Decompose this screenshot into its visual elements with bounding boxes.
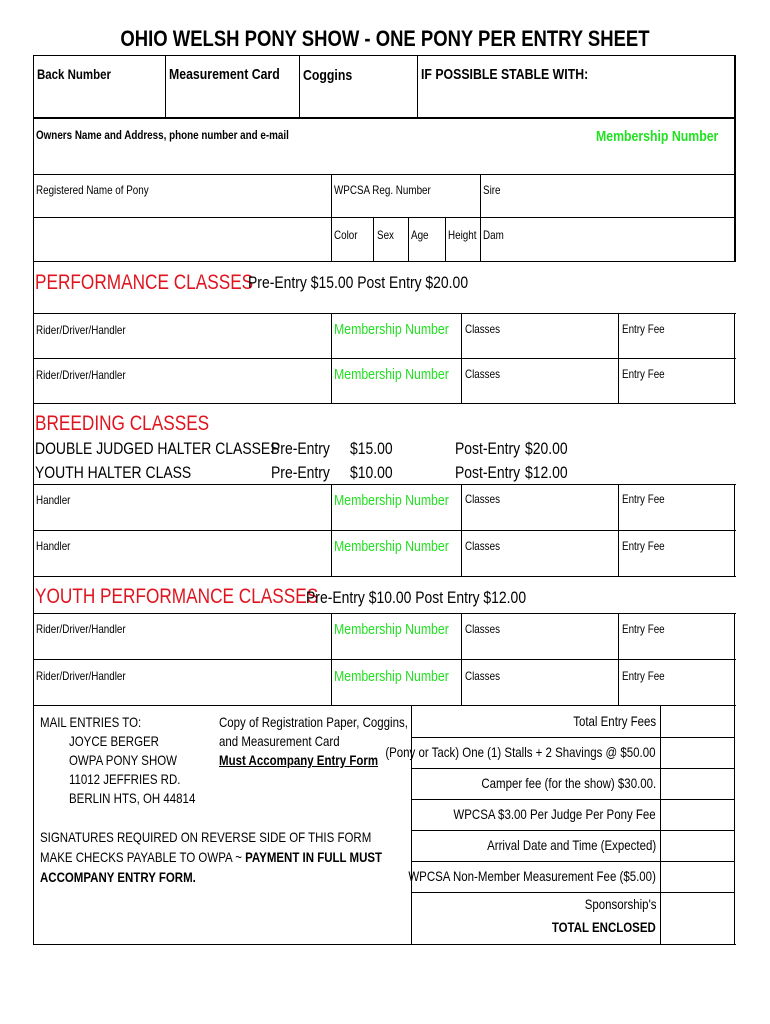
breeding-pre-label: Pre-Entry <box>271 463 330 482</box>
mail-address-block <box>40 713 223 808</box>
divider <box>33 659 736 660</box>
divider <box>33 530 736 531</box>
coggins-field[interactable]: Coggins <box>303 67 353 84</box>
divider <box>33 261 736 262</box>
divider <box>417 55 418 118</box>
breeding-line-2: YOUTH HALTER CLASS <box>35 463 192 482</box>
divider <box>618 313 619 403</box>
divider <box>660 705 661 944</box>
owner-field[interactable]: Owners Name and Address, phone number and e-mail <box>36 128 289 142</box>
divider <box>734 313 735 403</box>
divider <box>411 892 735 893</box>
breeding-pre-label: Pre-Entry <box>271 439 330 458</box>
divider <box>331 313 332 403</box>
divider <box>411 768 735 769</box>
divider <box>445 217 446 262</box>
breeding-membership-field[interactable]: Membership Number <box>334 492 449 509</box>
mail-org: OWPA PONY SHOW <box>69 752 178 768</box>
owner-membership-field[interactable]: Membership Number <box>596 128 719 145</box>
mail-city: BERLIN HTS, OH 44814 <box>69 790 196 806</box>
divider <box>331 613 332 705</box>
youth-fees: Pre-Entry $10.00 Post Entry $12.00 <box>306 588 527 607</box>
breeding-membership-field[interactable]: Membership Number <box>334 538 449 555</box>
signature-note: SIGNATURES REQUIRED ON REVERSE SIDE OF THIS FORM MAKE CHECKS PAYABLE TO OWPA ~ PAYMENT IN FULL MUST ACCOMPANY ENTRY FORM. <box>40 829 383 885</box>
divider <box>331 174 332 262</box>
divider <box>734 484 735 576</box>
age-field[interactable]: Age <box>411 228 429 242</box>
divider <box>33 944 736 945</box>
breeding-post-label: Post-Entry <box>455 463 521 482</box>
perf-classes-field[interactable]: Classes <box>465 367 501 381</box>
divider <box>618 613 619 705</box>
divider <box>33 705 736 706</box>
performance-fees: Pre-Entry $15.00 Post Entry $20.00 <box>248 273 469 292</box>
divider <box>411 799 735 800</box>
breeding-heading: BREEDING CLASSES <box>35 412 210 435</box>
sponsorship-field[interactable]: Sponsorship's <box>584 896 656 912</box>
youth-rider-field[interactable]: Rider/Driver/Handler <box>36 669 126 683</box>
breeding-pre-amount: $15.00 <box>350 439 393 458</box>
sex-field[interactable]: Sex <box>377 228 394 242</box>
divider <box>411 737 735 738</box>
youth-membership-field[interactable]: Membership Number <box>334 668 449 685</box>
youth-membership-field[interactable]: Membership Number <box>334 621 449 638</box>
divider <box>373 217 374 262</box>
perf-membership-field[interactable]: Membership Number <box>334 321 449 338</box>
wpcsa-judge-fee-field[interactable]: WPCSA $3.00 Per Judge Per Pony Fee <box>453 806 656 822</box>
youth-entry-fee-field[interactable]: Entry Fee <box>622 669 665 683</box>
divider <box>618 484 619 576</box>
youth-classes-field[interactable]: Classes <box>465 622 501 636</box>
divider <box>33 217 736 218</box>
divider <box>33 174 736 175</box>
divider <box>33 55 34 945</box>
divider <box>411 861 735 862</box>
measurement-card-field[interactable]: Measurement Card <box>169 66 280 83</box>
camper-fee-field[interactable]: Camper fee (for the show) $30.00. <box>481 775 656 791</box>
perf-entry-fee-field[interactable]: Entry Fee <box>622 322 665 336</box>
perf-classes-field[interactable]: Classes <box>465 322 501 336</box>
mail-name: JOYCE BERGER <box>69 733 159 749</box>
breeding-handler-field[interactable]: Handler <box>36 539 71 553</box>
perf-membership-field[interactable]: Membership Number <box>334 366 449 383</box>
divider <box>33 613 736 614</box>
breeding-line-1: DOUBLE JUDGED HALTER CLASSES <box>35 439 280 458</box>
page-title <box>0 26 770 52</box>
stable-with-field[interactable]: IF POSSIBLE STABLE WITH: <box>421 66 589 83</box>
divider <box>33 313 736 314</box>
divider <box>33 358 736 359</box>
non-member-fee-field[interactable]: WPCSA Non-Member Measurement Fee ($5.00) <box>408 868 656 884</box>
breeding-pre-amount: $10.00 <box>350 463 393 482</box>
breeding-classes-field[interactable]: Classes <box>465 539 501 553</box>
divider <box>33 576 736 577</box>
perf-rider-field[interactable]: Rider/Driver/Handler <box>36 368 126 382</box>
breeding-entry-fee-field[interactable]: Entry Fee <box>622 539 665 553</box>
youth-heading: YOUTH PERFORMANCE CLASSES <box>35 585 319 608</box>
copy-note: Copy of Registration Paper, Coggins, and Measurement Card Must Accompany Entry Form <box>219 714 408 768</box>
breeding-post-amount: $20.00 <box>525 439 568 458</box>
youth-rider-field[interactable]: Rider/Driver/Handler <box>36 622 126 636</box>
divider <box>408 217 409 262</box>
perf-rider-field[interactable]: Rider/Driver/Handler <box>36 323 126 337</box>
divider <box>734 705 735 944</box>
registered-name-field[interactable]: Registered Name of Pony <box>36 183 149 197</box>
back-number-field[interactable]: Back Number <box>37 66 112 82</box>
performance-heading: PERFORMANCE CLASSES <box>35 271 254 294</box>
divider <box>331 484 332 576</box>
divider <box>165 55 166 118</box>
divider <box>734 55 736 262</box>
divider <box>734 613 735 705</box>
arrival-field[interactable]: Arrival Date and Time (Expected) <box>486 837 656 853</box>
total-enclosed-field[interactable]: TOTAL ENCLOSED <box>552 919 656 935</box>
perf-entry-fee-field[interactable]: Entry Fee <box>622 367 665 381</box>
sire-field[interactable]: Sire <box>483 183 501 197</box>
wpcsa-reg-field[interactable]: WPCSA Reg. Number <box>334 183 431 197</box>
mail-street: 11012 JEFFRIES RD. <box>69 771 181 787</box>
divider <box>299 55 300 118</box>
total-entry-fees-field[interactable]: Total Entry Fees <box>573 713 656 729</box>
divider <box>33 484 736 485</box>
height-field[interactable]: Height <box>448 228 477 242</box>
stalls-field[interactable]: (Pony or Tack) One (1) Stalls + 2 Shavings @ $50.00 <box>385 744 656 760</box>
breeding-handler-field[interactable]: Handler <box>36 493 71 507</box>
divider <box>480 174 481 262</box>
youth-classes-field[interactable]: Classes <box>465 669 501 683</box>
divider <box>411 830 735 831</box>
dam-field[interactable]: Dam <box>483 228 504 242</box>
color-field[interactable]: Color <box>334 228 358 242</box>
breeding-post-label: Post-Entry <box>455 439 521 458</box>
divider <box>33 117 736 119</box>
divider <box>33 403 736 404</box>
mail-label: MAIL ENTRIES TO: <box>40 714 142 730</box>
title-text: OHIO WELSH PONY SHOW - ONE PONY PER ENTRY SHEET <box>120 26 650 51</box>
breeding-classes-field[interactable]: Classes <box>465 492 501 506</box>
divider <box>33 55 736 56</box>
breeding-post-amount: $12.00 <box>525 463 568 482</box>
youth-entry-fee-field[interactable]: Entry Fee <box>622 622 665 636</box>
breeding-entry-fee-field[interactable]: Entry Fee <box>622 492 665 506</box>
